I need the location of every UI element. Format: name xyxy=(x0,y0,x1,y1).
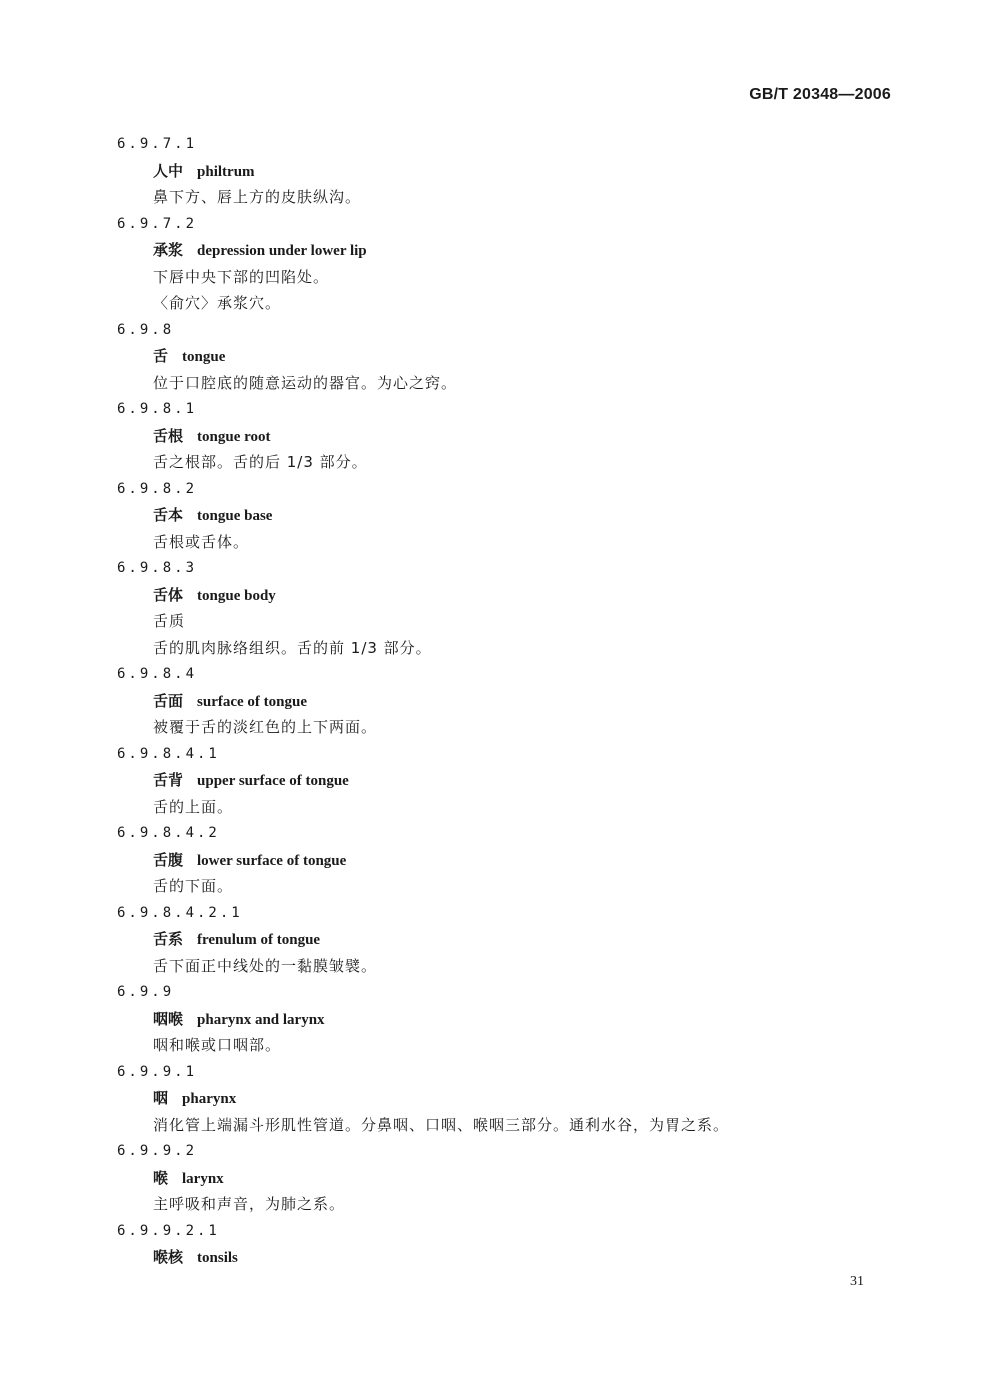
entry-number: 6.9.8 xyxy=(117,321,175,338)
term-chinese: 舌背 xyxy=(153,771,184,789)
entry-number: 6.9.8.3 xyxy=(117,560,198,576)
term-heading xyxy=(0,158,999,185)
term-english: philtrum xyxy=(197,163,255,180)
term-chinese: 人中 xyxy=(153,161,184,180)
term-heading xyxy=(0,502,999,529)
definition-line: 〈俞穴〉承浆穴。 xyxy=(153,294,282,312)
definition-line: 位于口腔底的随意运动的器官。为心之窍。 xyxy=(153,373,458,392)
term-english: depression under lower lip xyxy=(197,243,367,259)
entry-number: 6.9.9.1 xyxy=(117,1063,198,1080)
term-chinese: 喉核 xyxy=(153,1248,184,1266)
term-entry xyxy=(0,1059,999,1139)
entry-number: 6.9.8.1 xyxy=(117,401,198,417)
definition-line: 舌之根部。舌的后 1/3 部分。 xyxy=(153,453,368,471)
definition-line: 舌的上面。 xyxy=(153,797,234,816)
entry-number: 6.9.8.4.2.1 xyxy=(117,904,243,921)
definition-line: 咽和喉或口咽部。 xyxy=(153,1036,282,1054)
term-english: upper surface of tongue xyxy=(197,773,349,789)
term-entry xyxy=(0,396,999,476)
term-entry xyxy=(0,820,999,900)
term-entry xyxy=(0,1218,999,1271)
definition-line: 舌根或舌体。 xyxy=(153,532,250,551)
term-heading xyxy=(0,237,999,264)
term-heading xyxy=(0,926,999,953)
term-english: pharynx and larynx xyxy=(197,1011,325,1028)
definition-line: 被覆于舌的淡红色的上下两面。 xyxy=(153,718,378,736)
term-heading xyxy=(0,343,999,370)
term-entry xyxy=(0,979,999,1059)
term-chinese: 舌腹 xyxy=(153,850,184,869)
definition-line: 舌的肌肉脉络组织。舌的前 1/3 部分。 xyxy=(153,638,432,657)
definition-line: 鼻下方、唇上方的皮肤纵沟。 xyxy=(153,188,362,206)
term-heading xyxy=(0,1165,999,1192)
term-heading xyxy=(0,582,999,609)
term-english: tongue root xyxy=(197,428,271,445)
term-entry xyxy=(0,900,999,980)
term-chinese: 舌本 xyxy=(153,506,184,524)
page-number: 31 xyxy=(850,1274,864,1289)
term-heading xyxy=(0,767,999,794)
term-heading xyxy=(0,1244,999,1271)
entry-number: 6.9.8.4 xyxy=(117,666,198,682)
definition-line: 舌质 xyxy=(153,612,186,630)
term-entry xyxy=(0,476,999,556)
definition-line: 主呼吸和声音，为肺之系。 xyxy=(153,1195,346,1213)
definition-line: 下唇中央下部的凹陷处。 xyxy=(153,267,330,286)
term-entry xyxy=(0,317,999,397)
term-heading xyxy=(0,688,999,715)
term-entry xyxy=(0,741,999,821)
term-chinese: 喉 xyxy=(153,1168,169,1187)
definition-line: 消化管上端漏斗形肌性管道。分鼻咽、口咽、喉咽三部分。通利水谷，为胃之系。 xyxy=(153,1115,730,1134)
term-english: pharynx xyxy=(182,1091,237,1107)
entry-number: 6.9.7.2 xyxy=(117,215,198,232)
entry-number: 6.9.9.2.1 xyxy=(117,1222,220,1239)
term-entry xyxy=(0,131,999,211)
term-english: larynx xyxy=(182,1170,224,1187)
term-entry xyxy=(0,211,999,317)
term-chinese: 咽 xyxy=(153,1089,169,1107)
entry-number: 6.9.8.4.1 xyxy=(117,745,220,762)
entry-number: 6.9.7.1 xyxy=(117,136,198,152)
term-entry-list xyxy=(0,131,999,1271)
term-chinese: 舌 xyxy=(153,347,169,365)
term-english: frenulum of tongue xyxy=(197,932,321,948)
term-heading xyxy=(0,847,999,874)
term-english: surface of tongue xyxy=(197,693,307,710)
definition-line: 舌下面正中线处的一黏膜皱襞。 xyxy=(153,956,378,975)
term-heading xyxy=(0,423,999,450)
term-english: tongue body xyxy=(197,587,276,604)
definition-line: 舌的下面。 xyxy=(153,877,234,895)
term-chinese: 咽喉 xyxy=(153,1009,184,1028)
term-heading xyxy=(0,1085,999,1112)
term-english: tongue xyxy=(182,349,226,365)
document-standard-number: GB/T 20348—2006 xyxy=(749,86,891,103)
term-english: tonsils xyxy=(197,1250,238,1266)
entry-number: 6.9.9.2 xyxy=(117,1143,198,1159)
term-entry xyxy=(0,1138,999,1218)
term-heading xyxy=(0,1006,999,1033)
term-chinese: 舌面 xyxy=(153,691,184,710)
term-english: lower surface of tongue xyxy=(197,852,347,869)
term-entry xyxy=(0,555,999,661)
term-chinese: 舌体 xyxy=(153,585,184,604)
entry-number: 6.9.9 xyxy=(117,984,175,1000)
entry-number: 6.9.8.4.2 xyxy=(117,825,220,841)
term-chinese: 承浆 xyxy=(153,241,184,259)
term-chinese: 舌系 xyxy=(153,930,184,948)
term-english: tongue base xyxy=(197,508,273,524)
term-chinese: 舌根 xyxy=(153,426,184,445)
entry-number: 6.9.8.2 xyxy=(117,480,198,497)
term-entry xyxy=(0,661,999,741)
